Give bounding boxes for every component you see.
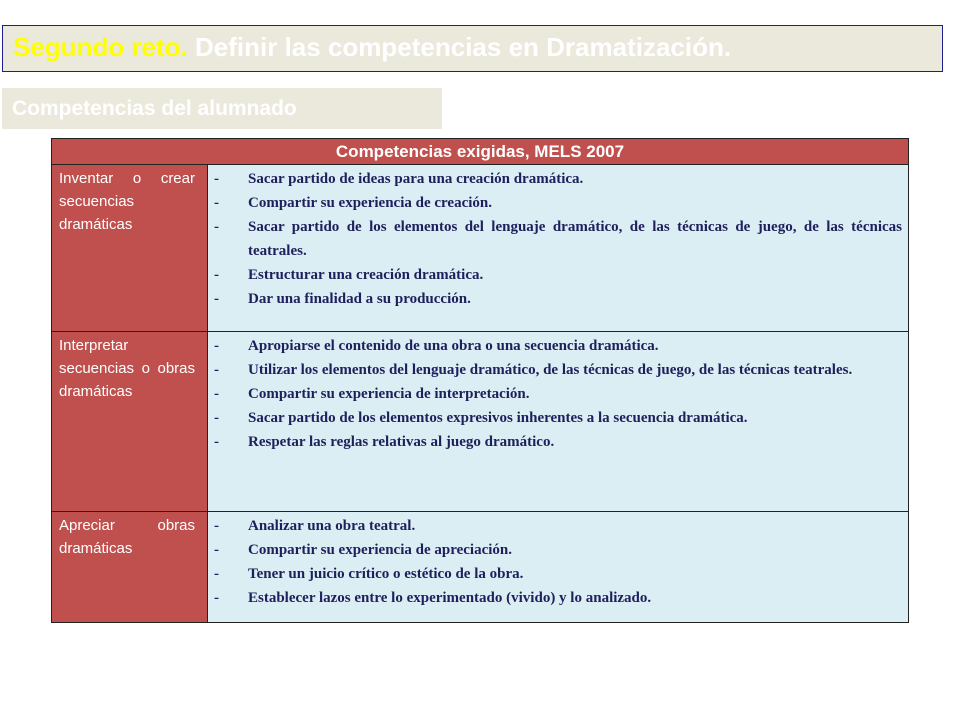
table-header: Competencias exigidas, MELS 2007 xyxy=(52,139,909,165)
list-item: - Respetar las reglas relativas al juego dramático. xyxy=(212,430,902,454)
list-item: - Tener un juicio crítico o estético de la obra. xyxy=(212,562,902,586)
competency-label: Inventar o crear secuencias dramáticas xyxy=(59,170,195,233)
list-item: - Compartir su experiencia de creación. xyxy=(212,191,902,215)
list-item: - Analizar una obra teatral. xyxy=(212,514,902,538)
table-row xyxy=(52,332,909,512)
table-row xyxy=(52,512,909,623)
table-header-row xyxy=(52,139,909,165)
list-item: - Sacar partido de los elementos del lenguaje dramático, de las técnicas de juego, de las técnicas teatrales. xyxy=(212,215,902,263)
list-item: - Sacar partido de los elementos expresivos inherentes a la secuencia dramática. xyxy=(212,406,902,430)
subtitle-bar xyxy=(2,88,442,129)
competency-items xyxy=(212,334,902,454)
list-item: - Estructurar una creación dramática. xyxy=(212,263,902,287)
list-item: - Compartir su experiencia de interpretación. xyxy=(212,382,902,406)
competency-label: Apreciar obras dramáticas xyxy=(59,517,195,557)
list-item: - Establecer lazos entre lo experimentado (vivido) y lo analizado. xyxy=(212,586,902,610)
competency-items-cell xyxy=(208,332,909,512)
title-rest: Definir las competencias en Dramatización. xyxy=(187,32,732,62)
title-bar xyxy=(2,25,943,72)
competency-label-cell xyxy=(52,165,208,332)
competency-items-cell xyxy=(208,165,909,332)
competency-items-cell xyxy=(208,512,909,623)
subtitle: Competencias del alumnado xyxy=(12,97,297,120)
list-item: - Compartir su experiencia de apreciación. xyxy=(212,538,902,562)
competency-label-cell xyxy=(52,332,208,512)
table-row xyxy=(52,165,909,332)
competencies-table xyxy=(51,138,909,623)
competency-label: Interpretar secuencias o obras dramáticas xyxy=(59,337,195,400)
list-item: - Utilizar los elementos del lenguaje dramático, de las técnicas de juego, de las técnicas teatrales. xyxy=(212,358,902,382)
list-item: - Apropiarse el contenido de una obra o una secuencia dramática. xyxy=(212,334,902,358)
competency-items xyxy=(212,167,902,311)
list-item: - Sacar partido de ideas para una creación dramática. xyxy=(212,167,902,191)
competency-items xyxy=(212,514,902,610)
list-item: - Dar una finalidad a su producción. xyxy=(212,287,902,311)
page-title xyxy=(13,32,731,63)
competency-label-cell xyxy=(52,512,208,623)
title-highlight: Segundo reto. xyxy=(13,32,188,62)
